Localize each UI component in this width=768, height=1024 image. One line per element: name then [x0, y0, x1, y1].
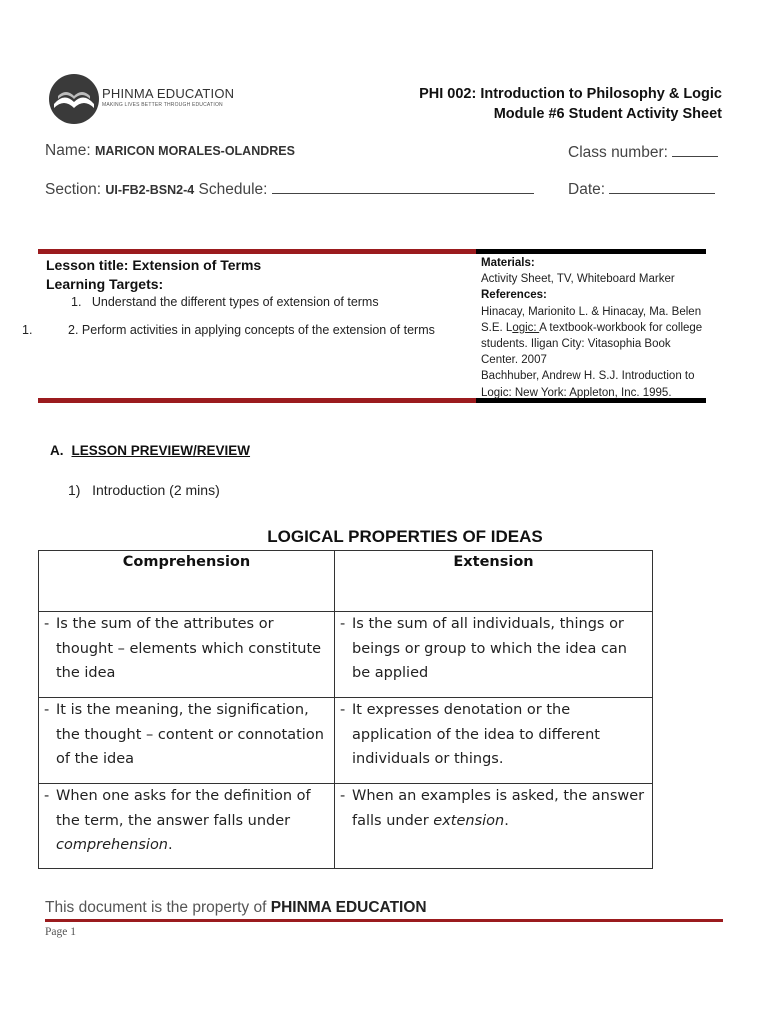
table-row	[39, 784, 653, 869]
module-title: Module #6 Student Activity Sheet	[493, 106, 722, 122]
reference-1: Hinacay, Marionito L. & Hinacay, Ma. Belen S.E. Logic: A textbook-workbook for college students. Iligan City: Vitasophia Book Center. 2007	[481, 305, 703, 367]
intro-item	[68, 482, 220, 498]
table-row	[39, 698, 653, 784]
references-heading: References:	[481, 289, 547, 302]
materials-items: Activity Sheet, TV, Whiteboard Marker	[481, 273, 675, 286]
header-extension: Extension	[335, 551, 653, 612]
materials-heading: Materials:	[481, 257, 535, 269]
extension-cell: - It expresses denotation or the application of the idea to different individuals or things.	[335, 698, 653, 784]
org-name: PHINMA EDUCATION	[102, 86, 235, 101]
target-text: Understand the different types of extension of terms	[91, 295, 379, 309]
comprehension-cell: - When one asks for the definition of the term, the answer falls under comprehension.	[39, 784, 335, 869]
class-number-blank[interactable]	[672, 142, 718, 157]
date-field	[568, 179, 715, 199]
intro-number: 1)	[68, 482, 81, 498]
intro-text: Introduction (2 mins)	[92, 482, 220, 498]
section-label: Section:	[45, 181, 102, 198]
logical-properties-table	[38, 550, 653, 869]
footer-divider	[45, 919, 723, 922]
lesson-band-bottom-red	[38, 398, 476, 403]
class-number-field	[568, 142, 718, 162]
section-a-letter: A.	[50, 443, 64, 458]
table-header-row	[39, 551, 653, 612]
org-tagline: MAKING LIVES BETTER THROUGH EDUCATION	[102, 102, 223, 108]
section-a-heading	[50, 443, 250, 458]
lesson-title: Lesson title: Extension of Terms	[46, 257, 262, 273]
date-blank[interactable]	[609, 179, 715, 194]
name-value[interactable]: MARICON MORALES-OLANDRES	[94, 144, 295, 158]
class-number-label: Class number:	[568, 144, 668, 161]
schedule-label: Schedule:	[198, 181, 268, 198]
section-value[interactable]: UI-FB2-BSN2-4	[105, 183, 195, 197]
table-title: LOGICAL PROPERTIES OF IDEAS	[267, 527, 543, 546]
learning-targets-heading: Learning Targets:	[46, 276, 164, 292]
footer-owner: PHINMA EDUCATION	[270, 899, 427, 916]
learning-target-2	[68, 323, 435, 337]
page-number: Page 1	[45, 926, 76, 938]
extension-cell: - When an examples is asked, the answer falls under extension.	[335, 784, 653, 869]
name-label: Name:	[45, 142, 91, 159]
course-title: PHI 002: Introduction to Philosophy & Logic	[419, 86, 722, 102]
schedule-blank[interactable]	[272, 179, 534, 194]
target-text: Perform activities in applying concepts of the extension of terms	[81, 323, 435, 337]
header-comprehension: Comprehension	[39, 551, 335, 612]
table-row	[39, 612, 653, 698]
course-header	[419, 84, 722, 124]
comprehension-cell: - It is the meaning, the signification, the thought – content or connotation of the idea	[39, 698, 335, 784]
reference-2: Bachhuber, Andrew H. S.J. Introduction to Logic: New York: Appleton, Inc. 1995.	[481, 370, 695, 399]
name-field	[45, 142, 295, 160]
stray-list-number: 1.	[22, 323, 33, 337]
target-number: 1.	[71, 295, 82, 309]
target-number: 2.	[68, 323, 79, 337]
comprehension-cell: - Is the sum of the attributes or thought – elements which constitute the idea	[39, 612, 335, 698]
extension-cell: - Is the sum of all individuals, things or beings or group to which the idea can be applied	[335, 612, 653, 698]
lesson-band-top-black	[476, 249, 706, 254]
materials-references	[481, 255, 706, 401]
section-a-label: LESSON PREVIEW/REVIEW	[71, 443, 251, 458]
lesson-band-top-red	[38, 249, 476, 254]
learning-target-1	[71, 295, 379, 309]
section-field	[45, 179, 534, 199]
date-label: Date:	[568, 181, 606, 198]
footer-property: This document is the property of PHINMA EDUCATION	[45, 899, 427, 916]
